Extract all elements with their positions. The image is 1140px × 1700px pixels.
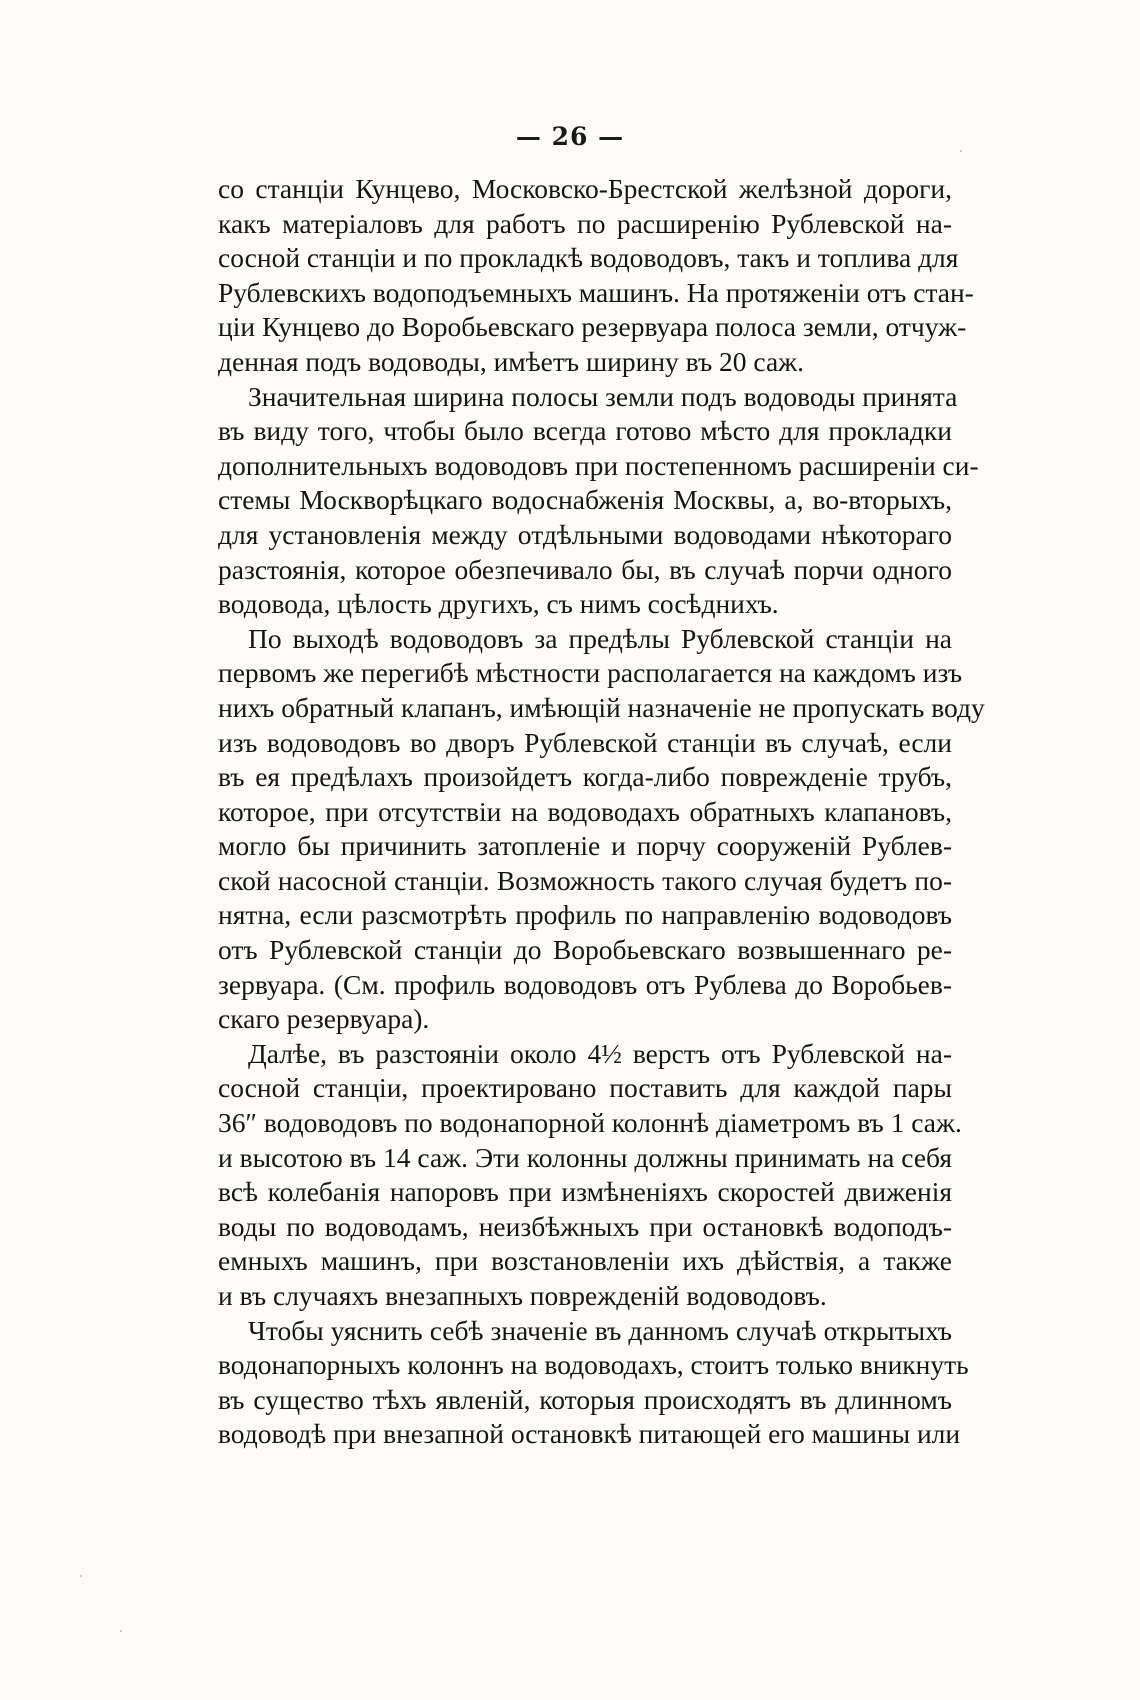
text-line: первомъ же перегибѣ мѣстности располагается на каждомъ изъ — [218, 657, 963, 689]
paper-speck — [120, 1630, 122, 1632]
text-line: нятна, если разсмотрѣть профиль по направленію водоводовъ — [218, 899, 952, 931]
text-line: водоводѣ при внезапной остановкѣ питающей его машины или — [218, 1418, 961, 1450]
text-line: емныхъ машинъ, при возстановленіи ихъ дѣйствія, а также — [218, 1245, 952, 1277]
text-line: которое, при отсутствіи на водоводахъ обратныхъ клапановъ, — [218, 795, 952, 827]
paragraph-3 — [218, 622, 985, 1037]
text-line: водонапорныхъ колоннъ на водоводахъ, стоитъ только вникнуть — [218, 1349, 969, 1381]
text-line: и въ случаяхъ внезапныхъ поврежденій водоводовъ. — [218, 1280, 827, 1311]
paragraph-1 — [218, 172, 974, 380]
text-line: изъ водоводовъ во дворъ Рублевской станціи въ случаѣ, если — [218, 726, 952, 758]
text-line: Далѣе, въ разстояніи около 4½ верстъ отъ Рублевской на- — [248, 1037, 952, 1069]
text-line: какъ матеріаловъ для работъ по расширенію Рублевской на- — [218, 207, 952, 239]
text-line: дополнительныхъ водоводовъ при постепенномъ расширеніи си- — [218, 449, 979, 481]
text-line: въ ея предѣлахъ произойдетъ когда-либо поврежденіе трубъ, — [218, 761, 952, 793]
text-line: и высотою въ 14 саж. Эти колонны должны принимать на себя — [218, 1141, 952, 1173]
text-line: водовода, цѣлость другихъ, съ нимъ сосѣднихъ. — [218, 588, 779, 620]
page-number: — 26 — — [515, 122, 625, 151]
paper-speck — [960, 150, 962, 152]
text-line: сосной станціи и по прокладкѣ водоводовъ, такъ и топлива для — [218, 242, 959, 274]
text-line: 36″ водоводовъ по водонапорной колоннѣ діаметромъ въ 1 саж. — [218, 1107, 962, 1139]
text-line: сосной станціи, проектировано поставить для каждой пары — [218, 1072, 952, 1104]
text-line: нихъ обратный клапанъ, имѣющій назначеніе не пропускать воду — [218, 691, 985, 723]
text-line: воды по водоводамъ, неизбѣжныхъ при остановкѣ водоподъ- — [218, 1210, 952, 1242]
text-line: могло бы причинить затопленіе и порчу сооруженій Рублев- — [218, 830, 952, 862]
text-line: скаго резервуара). — [218, 1003, 430, 1035]
text-line: Рублевскихъ водоподъемныхъ машинъ. На протяженіи отъ стан- — [218, 276, 974, 308]
text-line: со станціи Кунцево, Московско-Брестской желѣзной дороги, — [218, 173, 952, 204]
text-line: ской насосной станціи. Возможность такого случая будетъ по- — [218, 864, 952, 896]
paragraph-5 — [218, 1314, 969, 1452]
text-line: стемы Москворѣцкаго водоснабженія Москвы, а, во-вторыхъ, — [218, 484, 952, 516]
body-text — [218, 172, 985, 1452]
text-line: Значительная ширина полосы земли подъ водоводы принята — [248, 380, 958, 412]
paper-speck — [80, 1575, 82, 1577]
text-line: ціи Кунцево до Воробьевскаго резервуара полоса земли, отчуж- — [218, 311, 967, 343]
text-line: Чтобы уяснить себѣ значеніе въ данномъ случаѣ открытыхъ — [248, 1314, 952, 1346]
text-line: зервуара. (См. профиль водоводовъ отъ Рублева до Воробьев- — [218, 968, 952, 1000]
text-line: По выходѣ водоводовъ за предѣлы Рублевской станціи на — [248, 622, 952, 654]
text-line: всѣ колебанія напоровъ при измѣненіяхъ скоростей движенія — [218, 1176, 952, 1208]
text-line: для установленія между отдѣльными водоводами нѣкотораго — [218, 518, 952, 550]
text-line: отъ Рублевской станціи до Воробьевскаго возвышеннаго ре- — [218, 934, 952, 966]
text-line: денная подъ водоводы, имѣетъ ширину въ 20 саж. — [218, 345, 805, 377]
text-line: разстоянія, которое обезпечивало бы, въ случаѣ порчи одного — [218, 553, 952, 585]
paragraph-2 — [218, 380, 979, 622]
paragraph-4 — [218, 1037, 962, 1314]
text-line: въ виду того, чтобы было всегда готово мѣсто для прокладки — [218, 415, 952, 447]
text-line: въ существо тѣхъ явленій, которыя происходятъ въ длинномъ — [218, 1383, 952, 1415]
